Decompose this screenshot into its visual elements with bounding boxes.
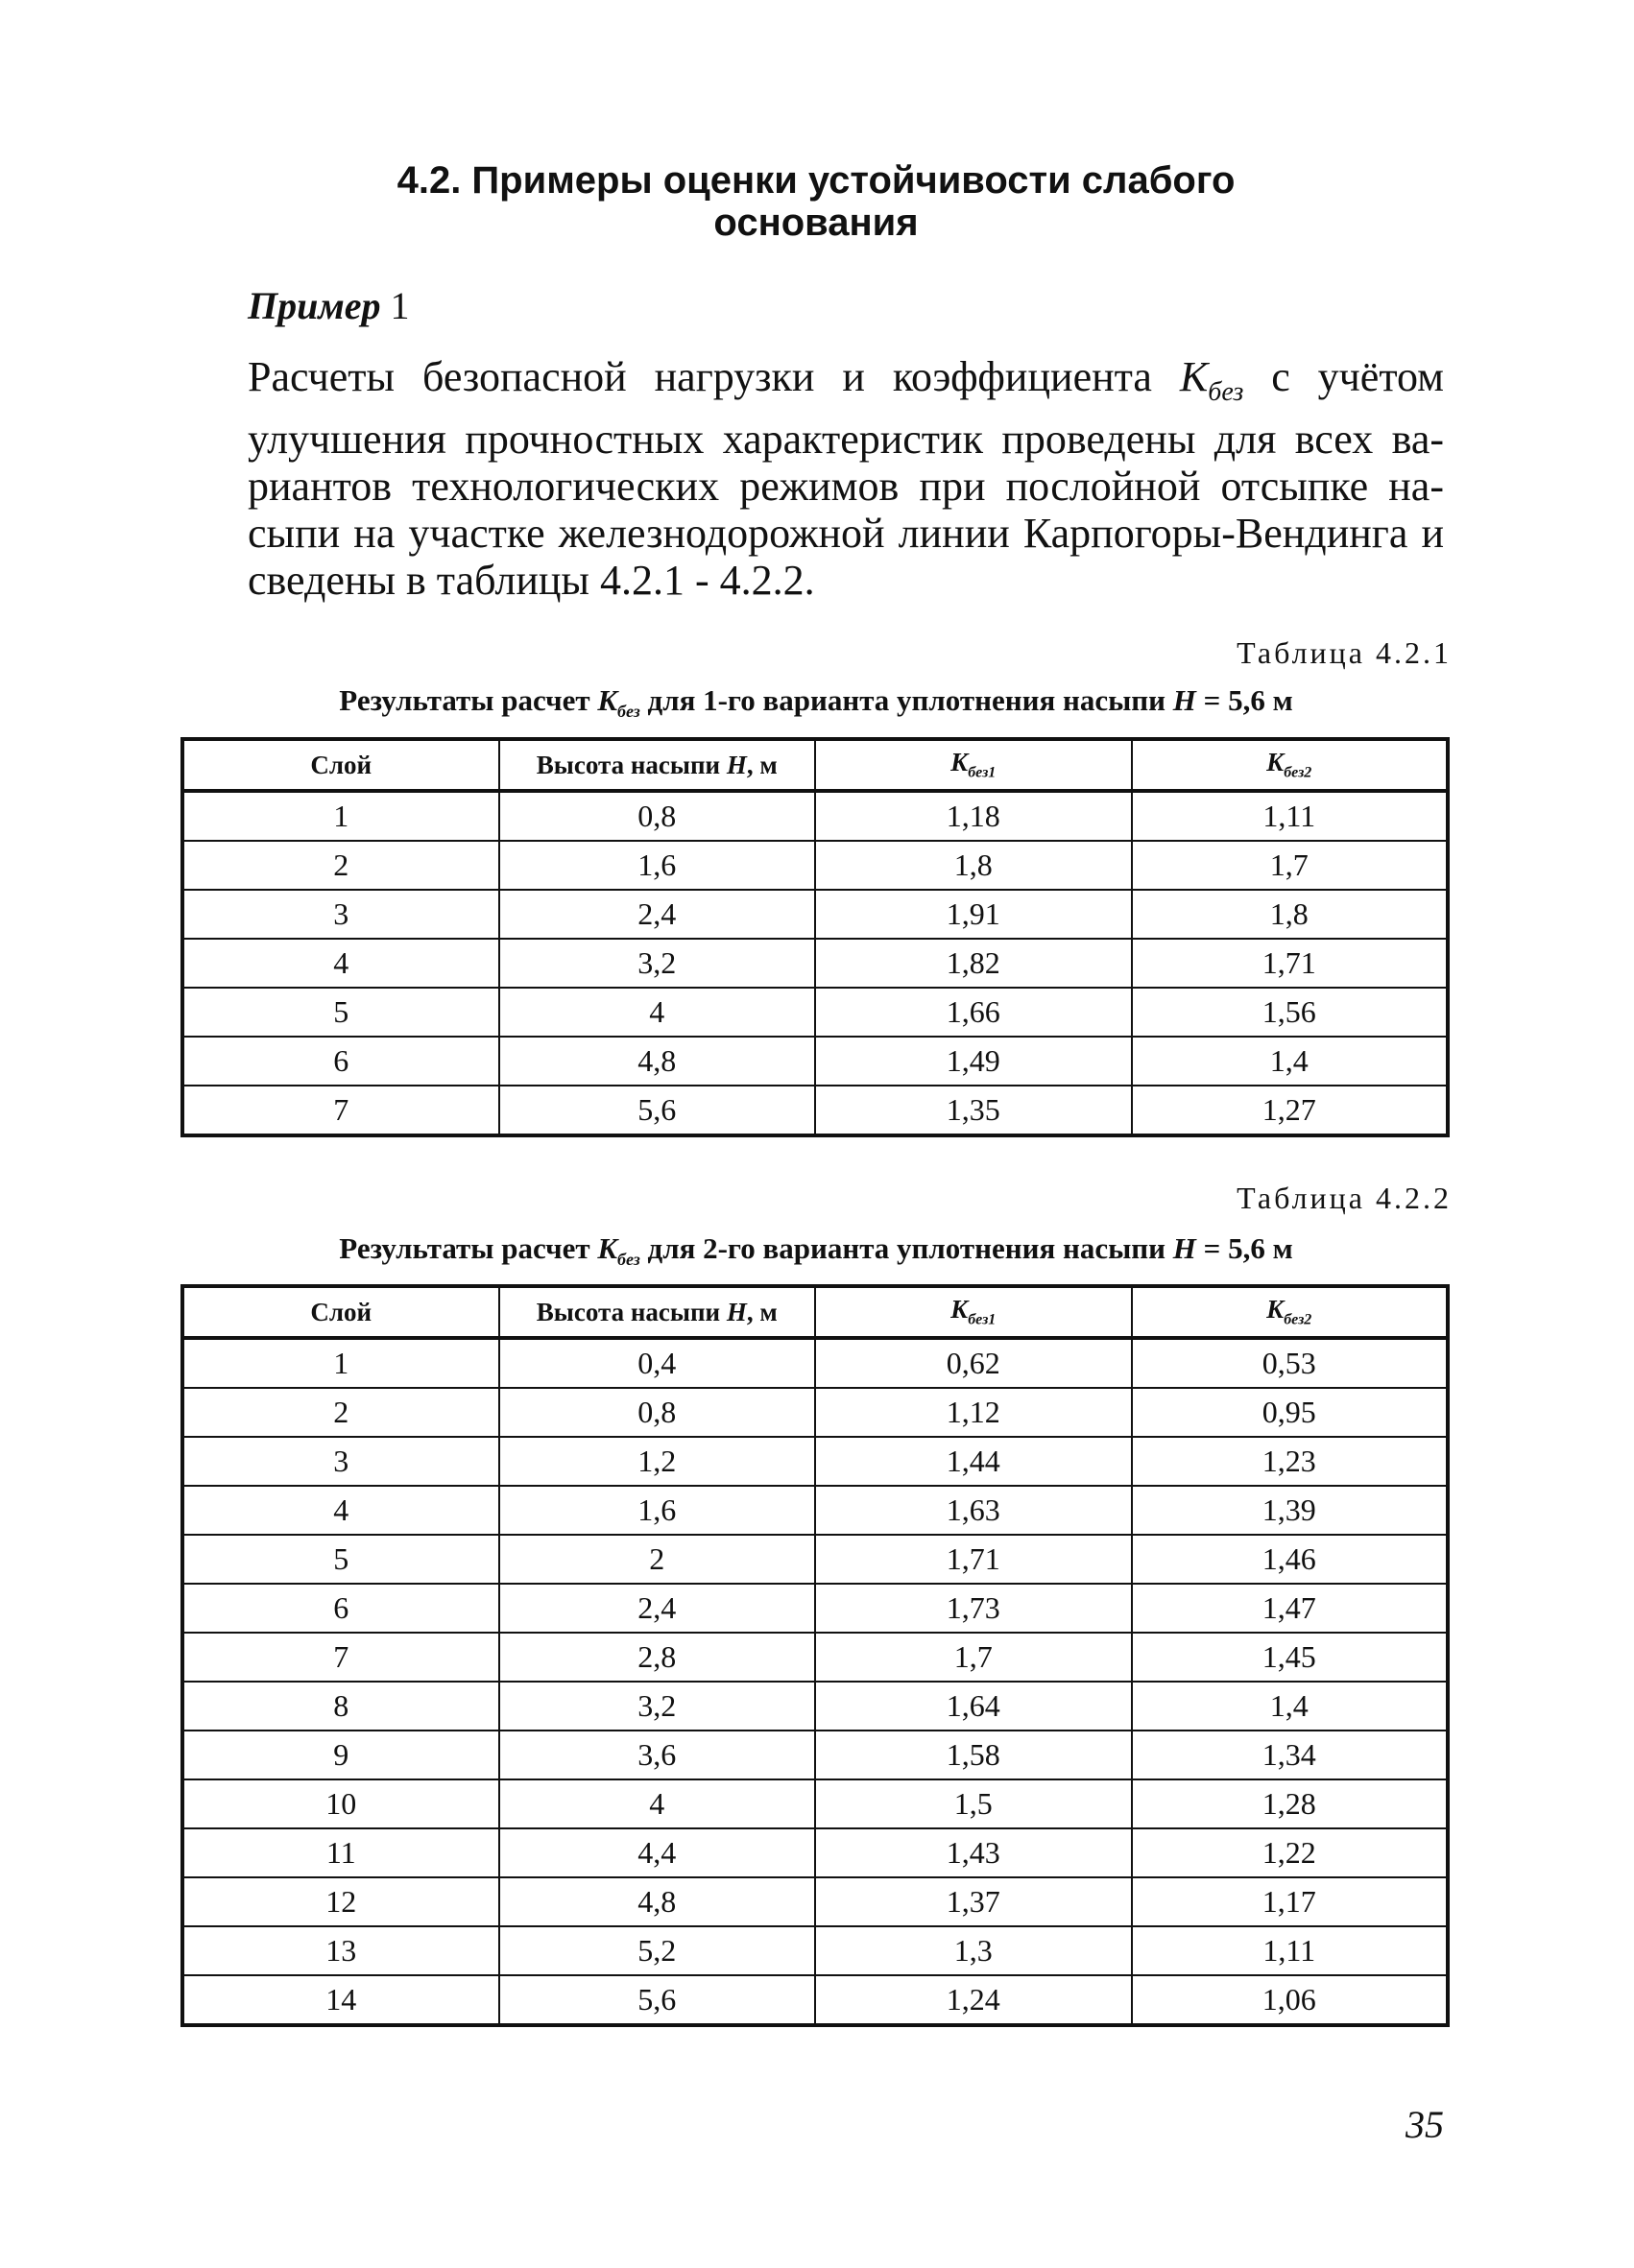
table-row: [182, 1338, 1448, 1388]
table-row: [182, 1682, 1448, 1731]
cell-k2: 1,71: [1132, 939, 1449, 988]
cell-k2: 1,22: [1132, 1828, 1449, 1877]
table-row: [182, 1584, 1448, 1633]
cell-layer: 6: [182, 1584, 499, 1633]
cell-k1: 1,82: [815, 939, 1132, 988]
cell-height: 5,6: [499, 1975, 816, 2025]
cell-height: 1,2: [499, 1437, 816, 1486]
caption-1-k-sub: без: [617, 702, 640, 722]
header-height-unit: , м: [746, 1297, 778, 1326]
table-row: [182, 1086, 1448, 1135]
cell-k2: 1,17: [1132, 1877, 1449, 1926]
cell-k2: 0,95: [1132, 1388, 1449, 1437]
cell-k1: 1,35: [815, 1086, 1132, 1135]
header-height: [499, 1286, 816, 1338]
intro-paragraph: [248, 353, 1444, 604]
header-height-h: H: [726, 1297, 747, 1326]
header-k2-sub: без2: [1284, 764, 1312, 781]
cell-k1: 1,37: [815, 1877, 1132, 1926]
cell-layer: 4: [182, 1486, 499, 1535]
paragraph-line1-post: с учётом: [1243, 353, 1444, 400]
cell-k2: 1,46: [1132, 1535, 1449, 1584]
cell-k2: 1,06: [1132, 1975, 1449, 2025]
cell-k2: 1,11: [1132, 791, 1449, 841]
header-height-unit: , м: [746, 750, 778, 779]
table-row: [182, 1486, 1448, 1535]
cell-height: 1,6: [499, 841, 816, 890]
k-subscript: без: [1208, 376, 1244, 407]
cell-k1: 1,71: [815, 1535, 1132, 1584]
table-row: [182, 890, 1448, 939]
cell-height: 4,8: [499, 1037, 816, 1086]
table-row: [182, 1437, 1448, 1486]
table-row: [182, 791, 1448, 841]
cell-height: 4,8: [499, 1877, 816, 1926]
cell-k2: 1,28: [1132, 1779, 1449, 1828]
section-title-line1: 4.2. Примеры оценки устойчивости слабого: [396, 159, 1236, 202]
caption-1-h: H: [1172, 683, 1196, 717]
cell-k2: 1,47: [1132, 1584, 1449, 1633]
cell-k1: 1,8: [815, 841, 1132, 890]
header-height-h: H: [726, 750, 747, 779]
cell-height: 2: [499, 1535, 816, 1584]
cell-k1: 1,12: [815, 1388, 1132, 1437]
cell-height: 3,2: [499, 1682, 816, 1731]
header-k1: [815, 739, 1132, 791]
cell-k1: 0,62: [815, 1338, 1132, 1388]
cell-layer: 11: [182, 1828, 499, 1877]
table-row: [182, 1779, 1448, 1828]
cell-k1: 1,18: [815, 791, 1132, 841]
table-header-row: [182, 739, 1448, 791]
caption-1-h-value: = 5,6 м: [1195, 683, 1293, 717]
cell-k2: 0,53: [1132, 1338, 1449, 1388]
cell-k2: 1,39: [1132, 1486, 1449, 1535]
cell-k2: 1,4: [1132, 1037, 1449, 1086]
cell-k1: 1,91: [815, 890, 1132, 939]
caption-1-k: K: [597, 683, 617, 717]
cell-layer: 6: [182, 1037, 499, 1086]
cell-height: 3,2: [499, 939, 816, 988]
caption-2-h-value: = 5,6 м: [1195, 1231, 1293, 1265]
table-row: [182, 1388, 1448, 1437]
cell-k1: 1,44: [815, 1437, 1132, 1486]
cell-k2: 1,56: [1132, 988, 1449, 1037]
cell-layer: 2: [182, 1388, 499, 1437]
table-1-body: [182, 791, 1448, 1135]
table-4-2-1: [180, 737, 1450, 1137]
cell-k1: 1,7: [815, 1633, 1132, 1682]
cell-k2: 1,8: [1132, 890, 1449, 939]
table-header-row: [182, 1286, 1448, 1338]
cell-k2: 1,11: [1132, 1926, 1449, 1975]
table-row: [182, 1037, 1448, 1086]
table-row: [182, 939, 1448, 988]
table-row: [182, 988, 1448, 1037]
cell-layer: 9: [182, 1731, 499, 1779]
cell-height: 1,6: [499, 1486, 816, 1535]
cell-height: 4: [499, 1779, 816, 1828]
paragraph-rest: улучшения прочностных характеристик проведены для всех ва-риантов технологических режимов при послойной отсыпке на-сыпи на участке железнодорожной линии Карпогоры-Вендинга и сведены в таблицы 4.2.1 - 4.2.2.: [248, 415, 1444, 604]
table-1-caption: [173, 683, 1459, 722]
cell-layer: 4: [182, 939, 499, 988]
cell-height: 0,8: [499, 791, 816, 841]
cell-layer: 14: [182, 1975, 499, 2025]
header-k1: [815, 1286, 1132, 1338]
cell-height: 0,4: [499, 1338, 816, 1388]
cell-height: 4: [499, 988, 816, 1037]
cell-height: 3,6: [499, 1731, 816, 1779]
cell-layer: 10: [182, 1779, 499, 1828]
table-4-2-2: [180, 1284, 1450, 2027]
cell-layer: 5: [182, 1535, 499, 1584]
paragraph-line1-pre: Расчеты безопасной нагрузки и коэффициента: [248, 353, 1180, 400]
cell-k2: 1,45: [1132, 1633, 1449, 1682]
header-layer: Слой: [182, 1286, 499, 1338]
header-layer: Слой: [182, 739, 499, 791]
section-title-line2: основания: [713, 202, 919, 244]
section-title: [240, 159, 1392, 244]
cell-layer: 1: [182, 791, 499, 841]
cell-k1: 1,5: [815, 1779, 1132, 1828]
header-k2-letter: K: [1266, 1295, 1285, 1325]
table-2-label: Таблица 4.2.2: [1237, 1181, 1452, 1215]
table-1-label: Таблица 4.2.1: [1237, 635, 1452, 670]
header-k1-letter: K: [950, 748, 969, 777]
example-heading: [248, 283, 410, 328]
header-k2: [1132, 739, 1449, 791]
cell-height: 5,6: [499, 1086, 816, 1135]
cell-layer: 7: [182, 1086, 499, 1135]
header-k2-sub: без2: [1284, 1311, 1312, 1328]
table-row: [182, 841, 1448, 890]
cell-k1: 1,43: [815, 1828, 1132, 1877]
header-k2-letter: K: [1266, 748, 1285, 777]
cell-k1: 1,64: [815, 1682, 1132, 1731]
caption-1-pre: Результаты расчет: [339, 683, 598, 717]
k-letter: K: [1179, 353, 1209, 400]
cell-k1: 1,66: [815, 988, 1132, 1037]
table-2-caption: [173, 1231, 1459, 1270]
caption-2-h: H: [1172, 1231, 1196, 1265]
cell-layer: 8: [182, 1682, 499, 1731]
cell-layer: 7: [182, 1633, 499, 1682]
page-number: 35: [1406, 2103, 1444, 2146]
cell-layer: 5: [182, 988, 499, 1037]
k-symbol: [1179, 353, 1244, 407]
caption-2-pre: Результаты расчет: [339, 1231, 598, 1265]
cell-height: 2,8: [499, 1633, 816, 1682]
table-row: [182, 1877, 1448, 1926]
cell-height: 4,4: [499, 1828, 816, 1877]
caption-2-post: для 2-го варианта уплотнения насыпи: [639, 1231, 1173, 1265]
cell-height: 2,4: [499, 1584, 816, 1633]
table-row: [182, 1633, 1448, 1682]
header-k1-sub: без1: [968, 764, 997, 781]
header-height: [499, 739, 816, 791]
caption-1-post: для 1-го варианта уплотнения насыпи: [639, 683, 1173, 717]
header-k2: [1132, 1286, 1449, 1338]
cell-layer: 13: [182, 1926, 499, 1975]
cell-layer: 3: [182, 1437, 499, 1486]
cell-height: 2,4: [499, 890, 816, 939]
caption-2-k-sub: без: [617, 1250, 640, 1270]
cell-layer: 1: [182, 1338, 499, 1388]
cell-k2: 1,27: [1132, 1086, 1449, 1135]
cell-k1: 1,49: [815, 1037, 1132, 1086]
example-number: 1: [390, 284, 410, 327]
header-height-text: Высота насыпи: [536, 750, 727, 779]
cell-k1: 1,73: [815, 1584, 1132, 1633]
cell-k2: 1,23: [1132, 1437, 1449, 1486]
cell-layer: 12: [182, 1877, 499, 1926]
table-2-body: [182, 1338, 1448, 2025]
table-row: [182, 1926, 1448, 1975]
cell-layer: 2: [182, 841, 499, 890]
header-k1-sub: без1: [968, 1311, 997, 1328]
caption-2-k: K: [597, 1231, 617, 1265]
cell-k2: 1,4: [1132, 1682, 1449, 1731]
cell-k1: 1,58: [815, 1731, 1132, 1779]
cell-layer: 3: [182, 890, 499, 939]
cell-height: 0,8: [499, 1388, 816, 1437]
table-row: [182, 1975, 1448, 2025]
header-height-text: Высота насыпи: [536, 1297, 727, 1326]
table-row: [182, 1731, 1448, 1779]
cell-k1: 1,3: [815, 1926, 1132, 1975]
example-word: Пример: [248, 284, 381, 327]
cell-k1: 1,63: [815, 1486, 1132, 1535]
cell-k2: 1,7: [1132, 841, 1449, 890]
header-k1-letter: K: [950, 1295, 969, 1325]
table-row: [182, 1828, 1448, 1877]
cell-k2: 1,34: [1132, 1731, 1449, 1779]
cell-height: 5,2: [499, 1926, 816, 1975]
cell-k1: 1,24: [815, 1975, 1132, 2025]
table-row: [182, 1535, 1448, 1584]
